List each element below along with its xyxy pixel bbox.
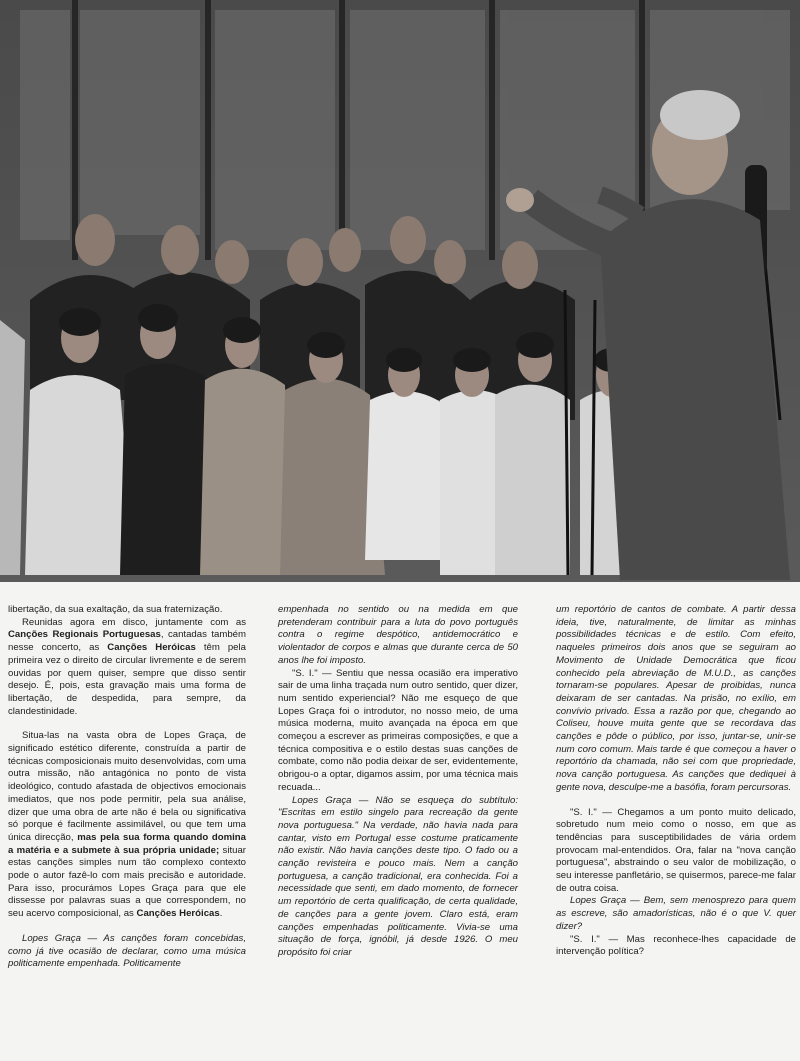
column-1 bbox=[8, 604, 246, 971]
paragraph: Lopes Graça — Bem, sem menosprezo para quem as escreve, são amadorísticas, não é o que V. quer dizer? bbox=[556, 895, 796, 932]
paragraph: empenhada no sentido ou na medida em que pretenderam contribuir para a luta do povo português contra o regime despótico, antidemocrático e violentador de corpos e almas que durante cerca de 50 anos lhe foi imposto. bbox=[278, 604, 518, 666]
paragraph: Situa-las na vasta obra de Lopes Graça, de significado estético diferente, construída a partir de técnicas composicionais muito desenvolvidas, com uma outra missão, não antagónica no ponto de vista ideológico, contudo afastada de objectivos emocionais imediatos, que nos pode permitir, pela sua análise, dizer que uma obra de arte não é bela ou significativa só porque é facilmente assimilável, ou que tem uma única direcção, mas pela sua forma quando domina a matéria e a submete à sua própria unidade; situar estas canções simples num tão complexo contexto pode o autor fazê-lo com mais precisão e autoridade. Para isso, procurámos Lopes Graça para que ele dissesse por palavras suas a que correspondem, no seu acervo composicional, as Canções Heróicas. bbox=[8, 730, 246, 920]
paragraph: Lopes Graça — Não se esqueça do subtítulo: "Escritas em estilo singelo para recreação da gente nova portuguesa." Na verdade, não havia nada para cantar, visto em Portugal esse costume praticamente não existir. Não havia canções deste tipo. O fado ou a canção revisteira e pouco mais. Nem a canção portuguesa, a canção tradicional, era conhecida. Foi a necessidade que senti, em dado momento, de fornecer um reportório de certa qualificação, de certa qualidade, de canções para a gente jovem. Claro está, eram canções empenhadas politicamente. Vivia-se uma situação de força, ignóbil, já desde 1926. O meu propósito foi criar bbox=[278, 794, 518, 958]
paragraph: Reunidas agora em disco, juntamente com as Canções Regionais Portuguesas, cantadas também nesse concerto, as Canções Heróicas têm pela primeira vez o direito de circular livremente e de serem ouvidas por quem quiser, sempre que disso sentir desejo. É, pois, esta gravação mais uma forma de libertação, de despedida, para sempre, da clandestinidade. bbox=[8, 616, 246, 717]
paragraph: Lopes Graça — As canções foram concebidas, como já tive ocasião de declarar, como uma música politicamente empenhada. Politicamente bbox=[8, 932, 246, 970]
article-body bbox=[0, 604, 800, 1044]
paragraph: libertação, da sua exaltação, da sua fraternização. bbox=[8, 604, 223, 615]
column-2 bbox=[278, 604, 518, 960]
paragraph: "S. I." — Chegamos a um ponto muito delicado, sobretudo num meio como o nosso, em que as tendências para susceptibilidades de vária ordem provocam mal-entendidos. Ora, falar na "nova canção portuguesa", abstraindo o seu valor de mobilização, o seu interesse panfletário, se quisermos, parece-me falar de outra coisa. bbox=[556, 806, 796, 894]
column-3 bbox=[556, 604, 796, 959]
paragraph: "S. I." — Mas reconhece-lhes capacidade de intervenção política? bbox=[556, 933, 796, 958]
paragraph: um reportório de cantos de combate. A partir dessa ideia, tive, naturalmente, de limitar as minhas possibilidades técnicas e de estilo. Com efeito, naqueles primeiros dois anos que se seguiram ao Movimento de Unidade Democrática que ficou conhecido pela abreviação de M.U.D., as canções tornaram-se populares. Apesar de proibidas, nunca deixaram de ser cantadas. Na prisão, no exílio, em convívio privado. Essa a razão por que, chegando ao Coliseu, houve muita gente que se recordava das canções e pôde o público, por isso, juntar-se, unir-se num coro comum. Mais tarde é que começou a haver o reportório da chamada, não sei com que propriedade, nova canção portuguesa. As canções que dediquei à gente nova, desculpe-me a basófia, foram percursoras. bbox=[556, 604, 796, 793]
paragraph: "S. I." — Sentiu que nessa ocasião era imperativo sair de uma linha traçada num outro sentido, quer dizer, num sentido experiencial? Não me esqueço de que Lopes Graça foi o introdutor, no nosso meio, de uma música moderna, muito avançada na época em que começou a escrever as primeiras composições, e que a técnica compositiva e o estilo destas suas canções de combate, como não podia deixar de ser, evidentemente, obrigou-o a optar, digamos assim, por uma técnica mais recuada... bbox=[278, 667, 518, 793]
